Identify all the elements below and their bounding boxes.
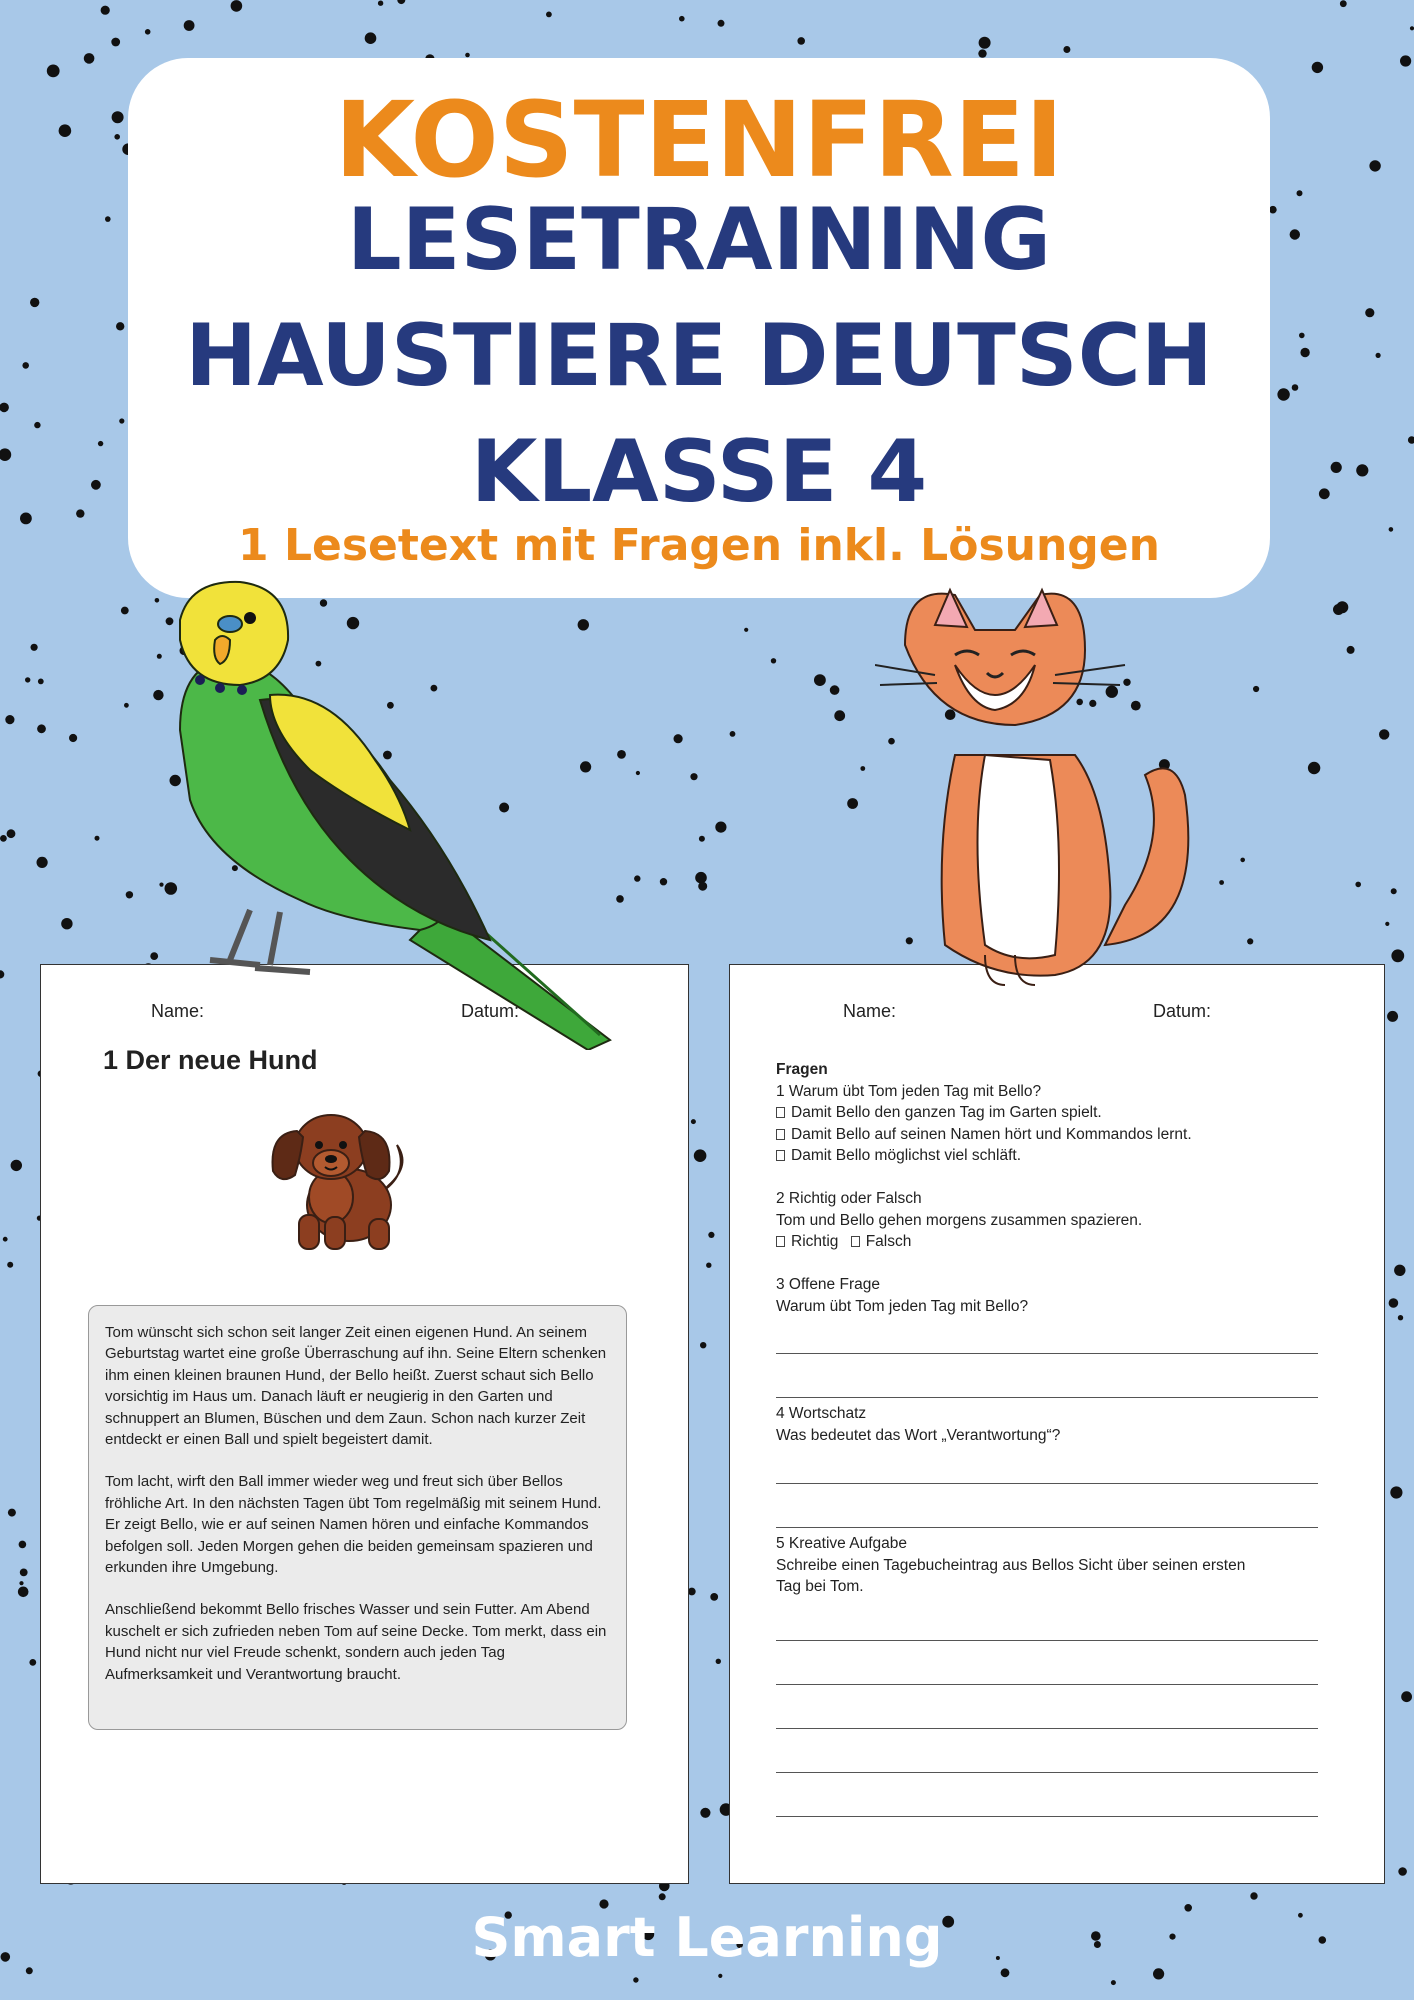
background-dot	[1408, 436, 1414, 444]
background-dot	[84, 53, 95, 64]
background-dot	[730, 731, 736, 737]
background-dot	[1400, 55, 1411, 66]
promo-heading: KOSTENFREI	[334, 79, 1064, 201]
background-dot	[1292, 384, 1299, 391]
question-1-title: 1 Warum übt Tom jeden Tag mit Bello?	[776, 1082, 1042, 1100]
background-dot	[1001, 1968, 1010, 1977]
answer-line[interactable]	[776, 1527, 1318, 1528]
background-dot	[1312, 62, 1323, 73]
background-dot	[1319, 488, 1330, 499]
background-dot	[659, 1893, 666, 1900]
background-dot	[706, 1263, 711, 1268]
background-dot	[231, 0, 243, 12]
question-5	[776, 1533, 1336, 1598]
worksheet-story	[40, 964, 689, 1884]
background-dot	[1290, 229, 1300, 239]
question-5-title: 5 Kreative Aufgabe	[776, 1535, 907, 1552]
background-dot	[847, 798, 858, 809]
background-dot	[1253, 686, 1259, 692]
title-line-3: KLASSE 4	[470, 422, 928, 522]
subtitle: 1 Lesetext mit Fragen inkl. Lösungen	[238, 520, 1160, 571]
story-paragraph-2: Tom lacht, wirft den Ball immer wieder weg und freut sich über Bellos fröhliche Art. In den nächsten Tagen übt Tom regelmäßig mit seinem Hund. Er zeigt Bello, wie er auf seinen Namen hören und einfache Kommandos befolgen soll. Jeden Morgen gehen die beiden gemeinsam spazieren und erkunden ihre Umgebung.	[105, 1473, 602, 1577]
background-dot	[699, 836, 705, 842]
story-paragraph-1: Tom wünscht sich schon seit langer Zeit einen eigenen Hund. An seinem Geburtstag wartet eine große Überraschung auf ihn. Seine Eltern schenken ihm einen kleinen braunen Hund, der Bello heißt. Zuerst schaut sich Bello vorsichtig im Haus um. Danach läuft er neugierig in den Garten und schnuppert an Blumen, Büschen und dem Zaun. Schon nach kurzer Zeit entdeckt er einen Ball und spielt begeistert damit.	[105, 1324, 607, 1449]
option-label: Falsch	[865, 1233, 912, 1250]
background-dot	[978, 49, 986, 57]
background-dot	[814, 674, 826, 686]
background-dot	[718, 1974, 722, 1978]
background-dot	[1308, 762, 1320, 774]
background-dot	[126, 891, 133, 898]
background-dot	[1240, 858, 1245, 863]
background-dot	[121, 607, 129, 615]
background-dot	[1398, 1867, 1407, 1876]
background-dot	[184, 20, 195, 31]
background-dot	[1398, 1315, 1403, 1320]
background-dot	[716, 1659, 721, 1664]
background-dot	[145, 29, 151, 35]
background-dot	[688, 1588, 696, 1596]
background-dot	[1269, 206, 1277, 214]
question-5-text-line-2: Tag bei Tom.	[776, 1578, 864, 1595]
background-dot	[1250, 1892, 1257, 1899]
background-dot	[91, 480, 101, 490]
background-dot	[114, 134, 120, 140]
background-dot	[634, 875, 640, 881]
background-dot	[101, 6, 110, 15]
background-dot	[979, 37, 991, 49]
background-dot	[112, 111, 124, 123]
background-dot	[0, 835, 7, 842]
background-dot	[18, 1587, 29, 1598]
question-2-title: 2 Richtig oder Falsch	[776, 1190, 922, 1207]
background-dot	[22, 362, 29, 369]
background-dot	[674, 734, 683, 743]
background-dot	[1379, 729, 1389, 739]
background-dot	[1394, 1265, 1405, 1276]
answer-line[interactable]	[776, 1483, 1318, 1484]
background-dot	[95, 836, 100, 841]
title-line-2: HAUSTIERE DEUTSCH	[185, 306, 1213, 406]
name-label: Name:	[843, 1001, 897, 1021]
question-2-statement: Tom und Bello gehen morgens zusammen spazieren.	[776, 1211, 1143, 1229]
background-dot	[1300, 348, 1309, 357]
cat-illustration	[875, 585, 1205, 990]
question-1-option-3[interactable]	[776, 1145, 1336, 1167]
background-dot	[1247, 938, 1253, 944]
option-true[interactable]	[776, 1233, 838, 1250]
background-dot	[633, 1977, 638, 1982]
dog-illustration	[259, 1085, 419, 1255]
background-dot	[29, 1659, 36, 1666]
story-paragraph-3: Anschließend bekommt Bello frisches Wasser und sein Futter. Am Abend kuschelt er sich zufrieden neben Tom auf seine Decke. Tom merkt, dass ein Hund nicht nur viel Freude schenkt, sondern auch jeden Tag Aufmerksamkeit und Verantwortung braucht.	[105, 1601, 607, 1683]
background-dot	[0, 970, 4, 978]
background-dot	[1355, 882, 1361, 888]
background-dot	[1333, 604, 1344, 615]
background-dot	[694, 1149, 707, 1162]
background-dot	[38, 679, 44, 685]
title-line-1: LESETRAINING	[346, 190, 1052, 290]
background-dot	[111, 38, 120, 47]
question-1	[776, 1059, 1336, 1167]
background-dot	[715, 822, 726, 833]
background-dot	[1063, 46, 1070, 53]
question-3	[776, 1274, 1336, 1317]
date-label: Datum:	[461, 1001, 520, 1021]
option-label: Damit Bello den ganzen Tag im Garten spielt.	[791, 1104, 1102, 1121]
background-dot	[59, 124, 72, 137]
answer-line[interactable]	[776, 1728, 1318, 1729]
background-dot	[546, 12, 552, 18]
background-dot	[1391, 949, 1404, 962]
answer-line[interactable]	[776, 1684, 1318, 1685]
background-dot	[834, 710, 845, 721]
question-4-text: Was bedeutet das Wort „Verantwortung“?	[776, 1426, 1061, 1444]
background-dot	[116, 322, 124, 330]
background-dot	[744, 628, 748, 632]
background-dot	[34, 422, 40, 428]
checkbox[interactable]	[776, 1129, 785, 1140]
background-dot	[7, 829, 16, 838]
background-dot	[37, 857, 48, 868]
background-dot	[771, 658, 776, 663]
background-dot	[1391, 888, 1397, 894]
background-dot	[1369, 160, 1380, 171]
background-dot	[98, 441, 103, 446]
checkbox[interactable]	[776, 1107, 785, 1118]
checkbox[interactable]	[776, 1236, 785, 1247]
question-1-option-1[interactable]	[776, 1102, 1336, 1124]
background-dot	[860, 766, 865, 771]
background-dot	[679, 16, 685, 22]
background-dot	[690, 773, 697, 780]
background-dot	[25, 677, 30, 682]
background-dot	[397, 0, 405, 4]
background-dot	[1385, 922, 1389, 926]
question-3-title: 3 Offene Frage	[776, 1276, 880, 1293]
background-dot	[465, 53, 470, 58]
question-2	[776, 1188, 1336, 1253]
background-dot	[1297, 190, 1303, 196]
background-dot	[1390, 1486, 1402, 1498]
option-false[interactable]	[851, 1233, 912, 1250]
background-dot	[700, 1808, 710, 1818]
checkbox[interactable]	[776, 1150, 785, 1161]
question-1-option-2[interactable]	[776, 1124, 1336, 1146]
background-dot	[19, 1541, 27, 1549]
background-dot	[0, 403, 9, 413]
background-dot	[710, 1593, 718, 1601]
background-dot	[20, 513, 32, 525]
background-dot	[1299, 333, 1305, 339]
background-dot	[1389, 1298, 1399, 1308]
story-title: 1 Der neue Hund	[103, 1045, 318, 1075]
background-dot	[718, 20, 725, 27]
answer-line[interactable]	[776, 1640, 1318, 1641]
option-label: Damit Bello auf seinen Namen hört und Kommandos lernt.	[791, 1125, 1192, 1143]
background-dot	[378, 1, 383, 6]
background-dot	[1331, 462, 1342, 473]
brand-logo-text: Smart Learning	[471, 1906, 943, 1969]
name-label: Name:	[151, 1001, 205, 1021]
background-dot	[1401, 1691, 1412, 1702]
background-dot	[830, 685, 840, 695]
option-label: Damit Bello möglichst viel schläft.	[791, 1147, 1021, 1164]
answer-line[interactable]	[776, 1772, 1318, 1773]
question-4-title: 4 Wortschatz	[776, 1405, 867, 1422]
background-dot	[1219, 880, 1224, 885]
background-dot	[0, 448, 11, 461]
background-dot	[1277, 388, 1289, 400]
background-dot	[1410, 26, 1414, 30]
background-dot	[1347, 646, 1355, 654]
background-dot	[30, 298, 39, 307]
background-dot	[119, 418, 124, 423]
question-4	[776, 1403, 1336, 1446]
answer-line[interactable]	[776, 1397, 1318, 1398]
background-dot	[1153, 1968, 1164, 1979]
date-label: Datum:	[1153, 1001, 1212, 1021]
background-dot	[69, 734, 77, 742]
background-dot	[1356, 464, 1368, 476]
background-dot	[365, 32, 377, 44]
background-dot	[5, 715, 14, 724]
background-dot	[3, 1237, 8, 1242]
background-dot	[1111, 1980, 1116, 1985]
budgie-illustration	[160, 580, 620, 1050]
background-dot	[708, 1232, 714, 1238]
background-dot	[1389, 527, 1394, 532]
background-dot	[155, 598, 160, 603]
checkbox[interactable]	[851, 1236, 860, 1247]
story-text-box	[88, 1305, 627, 1730]
background-dot	[105, 216, 111, 222]
questions-heading: Fragen	[776, 1061, 828, 1078]
option-label: Richtig	[791, 1233, 839, 1250]
background-dot	[636, 771, 640, 775]
background-dot	[61, 918, 72, 929]
background-dot	[37, 724, 46, 733]
background-dot	[700, 1342, 706, 1348]
question-3-text: Warum übt Tom jeden Tag mit Bello?	[776, 1297, 1029, 1315]
worksheet-questions	[729, 964, 1385, 1884]
background-dot	[1376, 353, 1381, 358]
background-dot	[19, 1581, 23, 1585]
background-dot	[698, 882, 707, 891]
answer-line[interactable]	[776, 1816, 1318, 1817]
background-dot	[20, 1569, 28, 1577]
background-dot	[8, 1509, 16, 1517]
background-dot	[150, 952, 158, 960]
background-dot	[30, 644, 37, 651]
background-dot	[76, 509, 84, 517]
background-dot	[124, 703, 129, 708]
background-dot	[7, 1262, 13, 1268]
background-dot	[11, 1160, 22, 1171]
question-5-text-line-1: Schreibe einen Tagebucheintrag aus Bellos Sicht über seinen ersten	[776, 1556, 1246, 1574]
background-dot	[1387, 1011, 1398, 1022]
background-dot	[797, 37, 805, 45]
background-dot	[660, 878, 667, 885]
background-dot	[695, 872, 707, 884]
background-dot	[1340, 0, 1347, 7]
background-dot	[691, 1119, 696, 1124]
background-dot	[47, 65, 60, 78]
background-dot	[1365, 308, 1374, 317]
answer-line[interactable]	[776, 1353, 1318, 1354]
